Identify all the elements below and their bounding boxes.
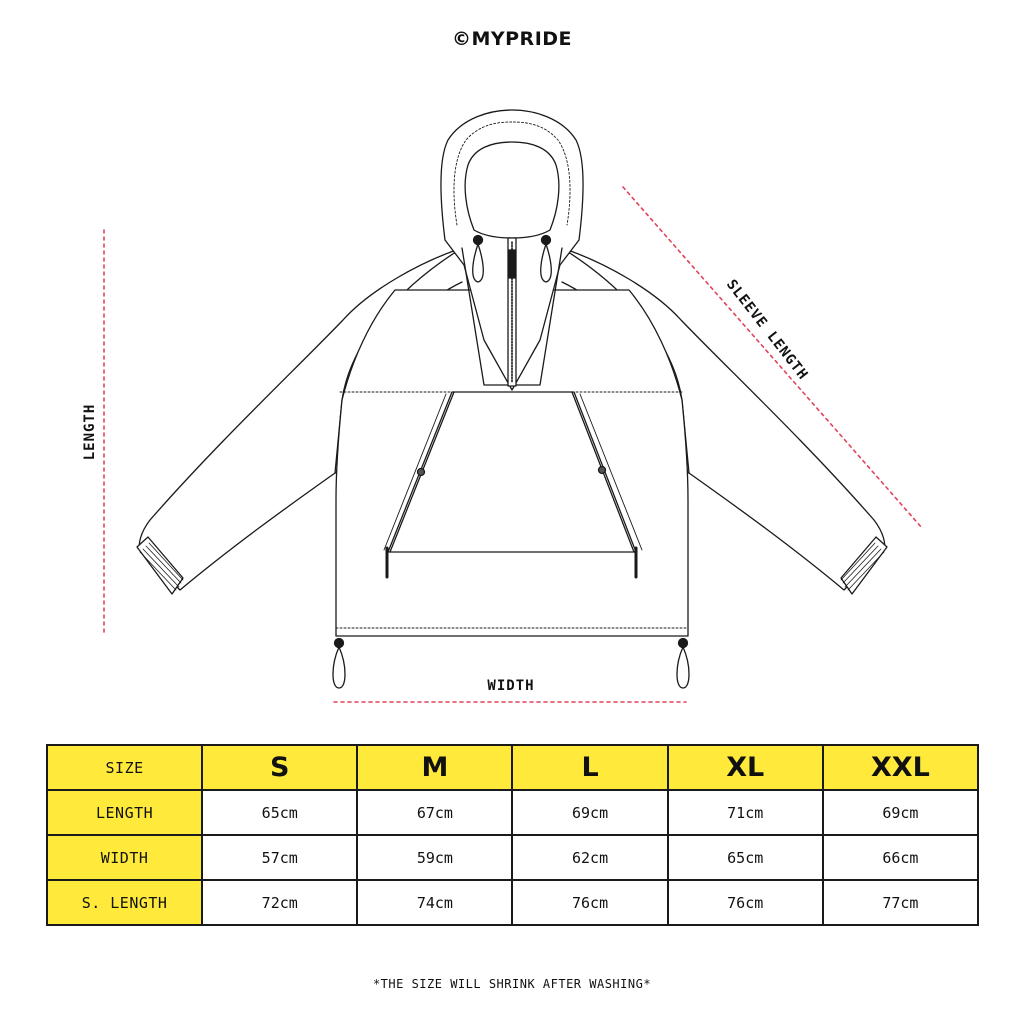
right-pocket-snap xyxy=(599,467,606,474)
row-label-width: WIDTH xyxy=(47,835,202,880)
washing-note: *THE SIZE WILL SHRINK AFTER WASHING* xyxy=(372,977,652,991)
row-label-sleeve-length: S. LENGTH xyxy=(47,880,202,925)
table-row xyxy=(47,835,978,880)
left-pocket-snap xyxy=(418,469,425,476)
table-header-row xyxy=(47,745,978,790)
row-label-length: LENGTH xyxy=(47,790,202,835)
right-hood-toggle xyxy=(542,236,551,245)
table-cell: 71cm xyxy=(668,790,823,835)
size-header-label: SIZE xyxy=(47,745,202,790)
size-s: S xyxy=(202,745,357,790)
size-l: L xyxy=(512,745,667,790)
table-cell: 76cm xyxy=(512,880,667,925)
size-m: M xyxy=(357,745,512,790)
table-cell: 66cm xyxy=(823,835,978,880)
size-chart-table xyxy=(46,744,979,926)
sleeve-length-measure-label: SLEEVE LENGTH xyxy=(722,276,812,384)
table-row xyxy=(47,880,978,925)
table-cell: 69cm xyxy=(512,790,667,835)
table-cell: 76cm xyxy=(668,880,823,925)
size-xl: XL xyxy=(668,745,823,790)
table-cell: 67cm xyxy=(357,790,512,835)
table-cell: 62cm xyxy=(512,835,667,880)
table-cell: 74cm xyxy=(357,880,512,925)
table-cell: 77cm xyxy=(823,880,978,925)
brand-logo: ©MYPRIDE xyxy=(451,28,573,50)
left-hood-toggle xyxy=(474,236,483,245)
length-measure-label: LENGTH xyxy=(82,403,98,461)
hood-opening xyxy=(465,142,559,238)
table-cell: 69cm xyxy=(823,790,978,835)
table-cell: 59cm xyxy=(357,835,512,880)
table-row xyxy=(47,790,978,835)
left-hem-toggle xyxy=(335,639,344,648)
table-cell: 57cm xyxy=(202,835,357,880)
table-cell: 65cm xyxy=(202,790,357,835)
width-measure-label: WIDTH xyxy=(487,678,535,694)
size-xxl: XXL xyxy=(823,745,978,790)
table-cell: 65cm xyxy=(668,835,823,880)
right-hem-toggle xyxy=(679,639,688,648)
table-cell: 72cm xyxy=(202,880,357,925)
